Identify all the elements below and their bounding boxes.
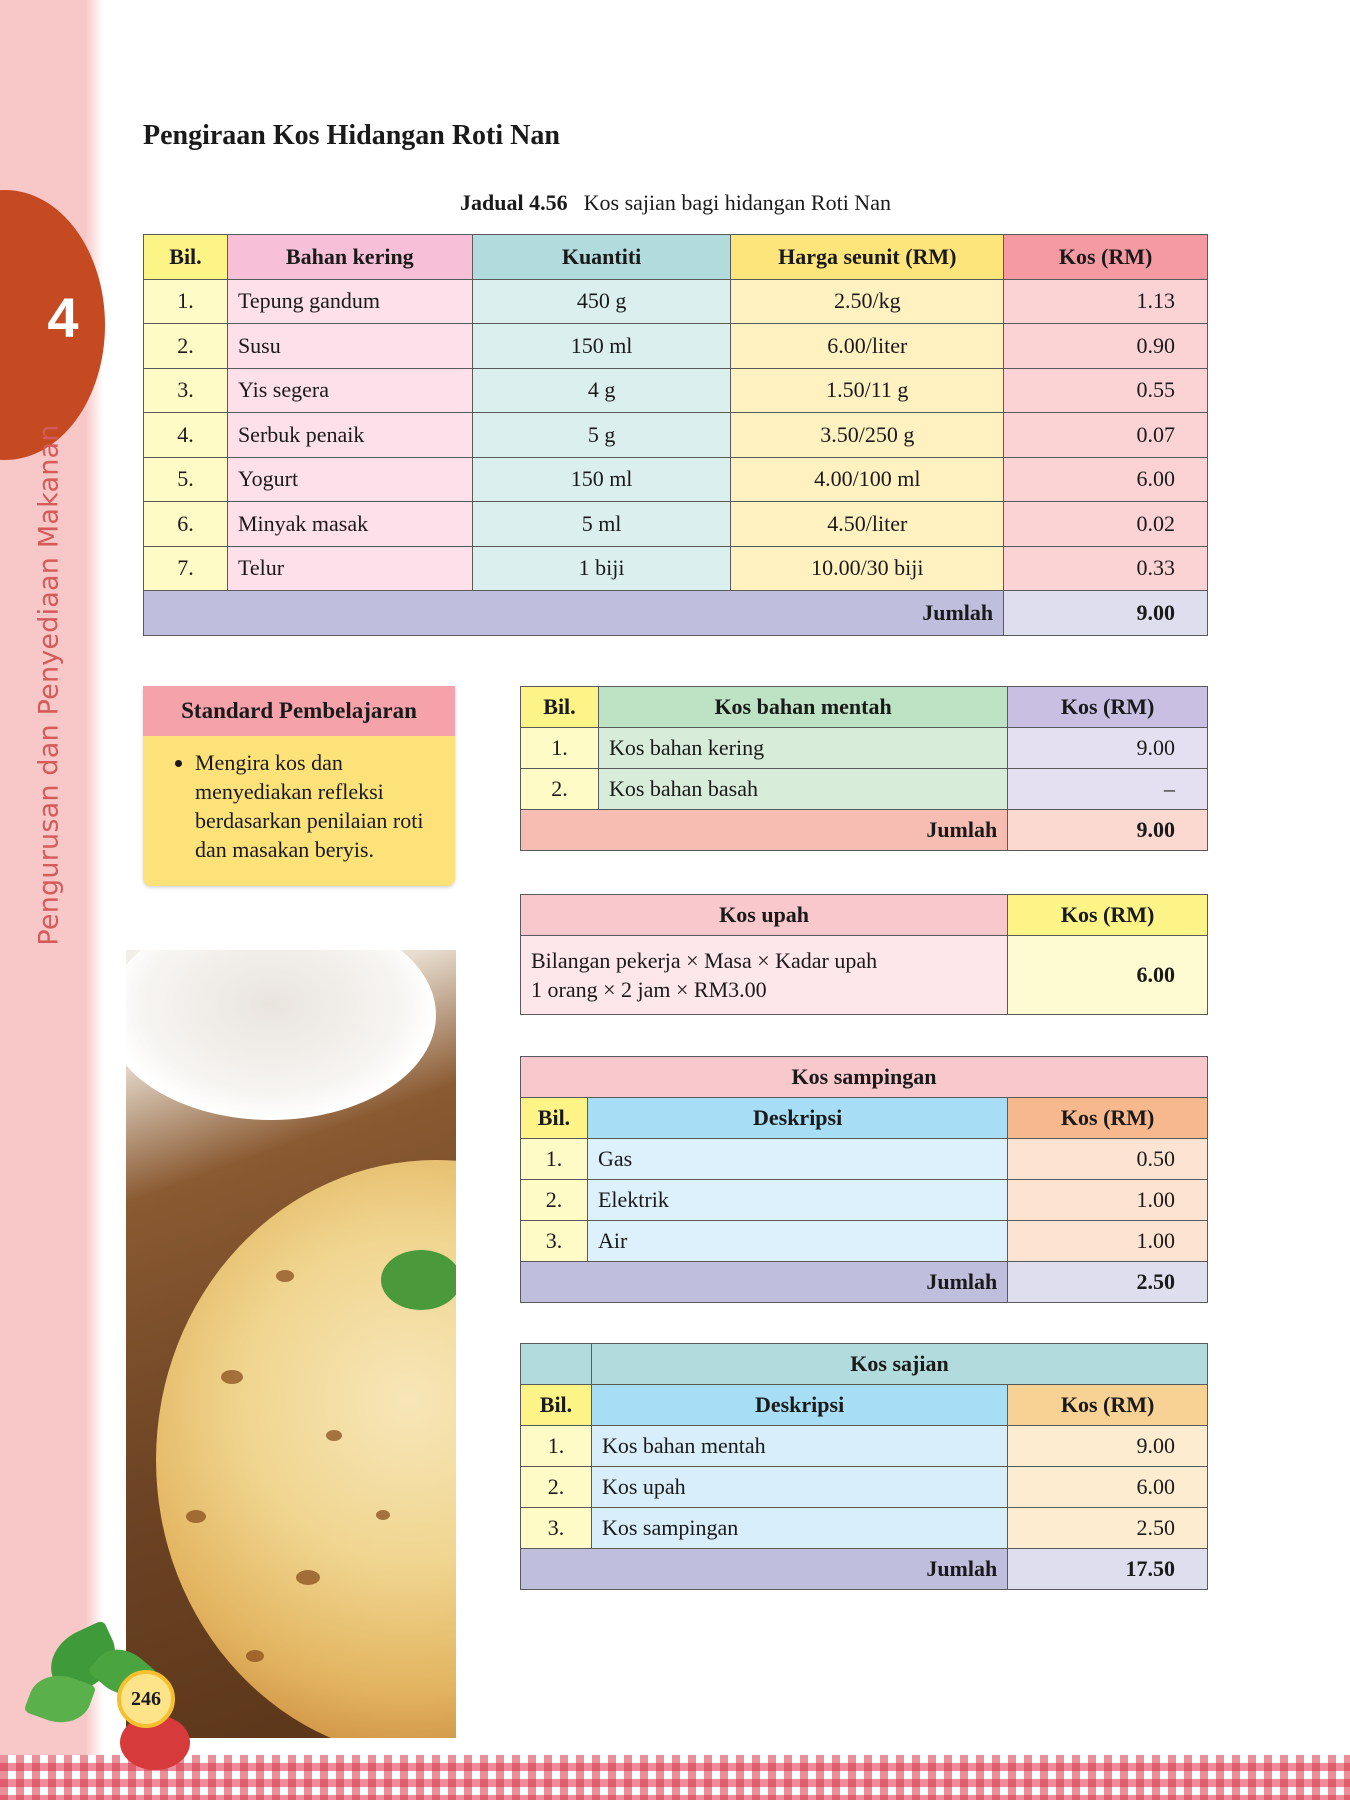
raw-material-cost-table (520, 686, 1208, 851)
cell: 3.50/250 g (731, 413, 1004, 458)
col-header: Deskripsi (591, 1385, 1007, 1426)
title-spacer (521, 1344, 592, 1385)
cell: Air (587, 1221, 1007, 1262)
total-value: 2.50 (1008, 1262, 1208, 1303)
cell: 4. (144, 413, 228, 458)
cell: Kos bahan mentah (591, 1426, 1007, 1467)
cell: 0.50 (1008, 1139, 1208, 1180)
cell: 2. (521, 1467, 592, 1508)
learning-standard-item: • Mengira kos dan menyediakan refleksi berdasarkan penilaian roti dan masakan beryis. (195, 748, 455, 864)
cell: 1 biji (472, 546, 731, 591)
cell: Elektrik (587, 1180, 1007, 1221)
side-title: Pengurusan dan Penyediaan Makanan (33, 424, 65, 946)
char-spot (221, 1370, 243, 1384)
total-value: 9.00 (1004, 591, 1208, 636)
caption-text: Kos sajian bagi hidangan Roti Nan (583, 190, 891, 215)
cell: 3. (521, 1508, 592, 1549)
cell: 0.33 (1004, 546, 1208, 591)
table-row (144, 279, 1208, 324)
cell: 2. (144, 324, 228, 369)
cell: Telur (227, 546, 472, 591)
cell: 2. (521, 1180, 588, 1221)
cell: 450 g (472, 279, 731, 324)
naan-photo (126, 950, 456, 1738)
cell: Yis segera (227, 368, 472, 413)
col-header: Bil. (521, 1385, 592, 1426)
dry-ingredients-table (143, 234, 1208, 636)
total-row (521, 1262, 1208, 1303)
total-label: Jumlah (521, 1549, 1008, 1590)
cell: 1.00 (1008, 1221, 1208, 1262)
cell: 0.90 (1004, 324, 1208, 369)
total-row (521, 810, 1208, 851)
cell: Kos bahan basah (598, 769, 1007, 810)
total-row (144, 591, 1208, 636)
header-row (521, 1098, 1208, 1139)
table-row (144, 368, 1208, 413)
learning-standard-list (143, 748, 455, 864)
cell: 4.00/100 ml (731, 457, 1004, 502)
table-row (144, 413, 1208, 458)
learning-standard-title: Standard Pembelajaran (143, 686, 455, 736)
caption-label: Jadual 4.56 (460, 190, 568, 215)
table-row (521, 1139, 1208, 1180)
cell: 1. (521, 1139, 588, 1180)
cell: 5 ml (472, 502, 731, 547)
header-row (521, 895, 1208, 936)
col-header: Kos (RM) (1008, 1385, 1208, 1426)
learning-standard-box (143, 686, 455, 886)
cell: 2.50 (1008, 1508, 1208, 1549)
col-header: Kos (RM) (1004, 235, 1208, 280)
cell: 6.00 (1004, 457, 1208, 502)
table-row (521, 1508, 1208, 1549)
cell: 150 ml (472, 457, 731, 502)
cell: 4 g (472, 368, 731, 413)
cell: 1.50/11 g (731, 368, 1004, 413)
cell: Serbuk penaik (227, 413, 472, 458)
header-row (144, 235, 1208, 280)
col-header: Kuantiti (472, 235, 731, 280)
table-row (521, 1180, 1208, 1221)
total-value: 17.50 (1008, 1549, 1208, 1590)
cell: 4.50/liter (731, 502, 1004, 547)
page-number: 246 (117, 1670, 175, 1728)
table-row (144, 457, 1208, 502)
chapter-number: 4 (47, 286, 79, 349)
formula-line: Bilangan pekerja × Masa × Kadar upah (531, 948, 878, 973)
col-header: Bil. (144, 235, 228, 280)
formula-line: 1 orang × 2 jam × RM3.00 (531, 977, 767, 1002)
col-header: Kos upah (521, 895, 1008, 936)
cell: 150 ml (472, 324, 731, 369)
col-header: Deskripsi (587, 1098, 1007, 1139)
flour-bowl (126, 950, 436, 1120)
cell: 5. (144, 457, 228, 502)
col-header: Bil. (521, 687, 599, 728)
coriander-garnish (381, 1250, 456, 1310)
table-row (521, 1221, 1208, 1262)
table-row (144, 546, 1208, 591)
naan-bread (156, 1160, 456, 1738)
cell: 1. (521, 728, 599, 769)
cell: Tepung gandum (227, 279, 472, 324)
col-header: Bahan kering (227, 235, 472, 280)
cell: Kos upah (591, 1467, 1007, 1508)
cell: – (1008, 769, 1208, 810)
cell: 6.00/liter (731, 324, 1004, 369)
table-row (521, 769, 1208, 810)
header-row (521, 687, 1208, 728)
serving-cost-table (520, 1343, 1208, 1590)
col-header: Bil. (521, 1098, 588, 1139)
title-row (521, 1344, 1208, 1385)
cell: Minyak masak (227, 502, 472, 547)
col-header: Kos (RM) (1008, 1098, 1208, 1139)
cell: Gas (587, 1139, 1007, 1180)
cell: 0.55 (1004, 368, 1208, 413)
table-row (521, 1467, 1208, 1508)
cell: 0.07 (1004, 413, 1208, 458)
char-spot (296, 1570, 320, 1585)
cell: 6.00 (1008, 1467, 1208, 1508)
total-label: Jumlah (521, 810, 1008, 851)
table-row (144, 324, 1208, 369)
title-row (521, 1057, 1208, 1098)
cell: Kos sampingan (591, 1508, 1007, 1549)
cell: 5 g (472, 413, 731, 458)
col-header: Kos bahan mentah (598, 687, 1007, 728)
cell: Kos bahan kering (598, 728, 1007, 769)
table-row (144, 502, 1208, 547)
cell: Yogurt (227, 457, 472, 502)
cell (521, 936, 1008, 1015)
cell: 9.00 (1008, 1426, 1208, 1467)
cell: 1. (521, 1426, 592, 1467)
cell: 7. (144, 546, 228, 591)
char-spot (276, 1270, 294, 1282)
char-spot (186, 1510, 206, 1523)
cell: 3. (144, 368, 228, 413)
total-value: 9.00 (1008, 810, 1208, 851)
cell: 2. (521, 769, 599, 810)
cell: 3. (521, 1221, 588, 1262)
gingham-border (0, 1755, 1350, 1800)
table-row (521, 936, 1208, 1015)
cell: 6.00 (1008, 936, 1208, 1015)
page-title: Pengiraan Kos Hidangan Roti Nan (143, 120, 560, 151)
cell: 1. (144, 279, 228, 324)
table-row (521, 1426, 1208, 1467)
char-spot (376, 1510, 390, 1520)
cell: 9.00 (1008, 728, 1208, 769)
cell: Susu (227, 324, 472, 369)
overhead-cost-table (520, 1056, 1208, 1303)
table-title: Kos sampingan (521, 1057, 1208, 1098)
cell: 2.50/kg (731, 279, 1004, 324)
cell: 6. (144, 502, 228, 547)
header-row (521, 1385, 1208, 1426)
char-spot (326, 1430, 342, 1441)
col-header: Kos (RM) (1008, 895, 1208, 936)
col-header: Kos (RM) (1008, 687, 1208, 728)
total-label: Jumlah (144, 591, 1004, 636)
cell: 0.02 (1004, 502, 1208, 547)
table-title: Kos sajian (591, 1344, 1207, 1385)
total-label: Jumlah (521, 1262, 1008, 1303)
cell: 1.13 (1004, 279, 1208, 324)
col-header: Harga seunit (RM) (731, 235, 1004, 280)
char-spot (246, 1650, 264, 1662)
total-row (521, 1549, 1208, 1590)
table-row (521, 728, 1208, 769)
table-caption (143, 190, 1208, 216)
cell: 10.00/30 biji (731, 546, 1004, 591)
cell: 1.00 (1008, 1180, 1208, 1221)
labour-cost-table (520, 894, 1208, 1015)
